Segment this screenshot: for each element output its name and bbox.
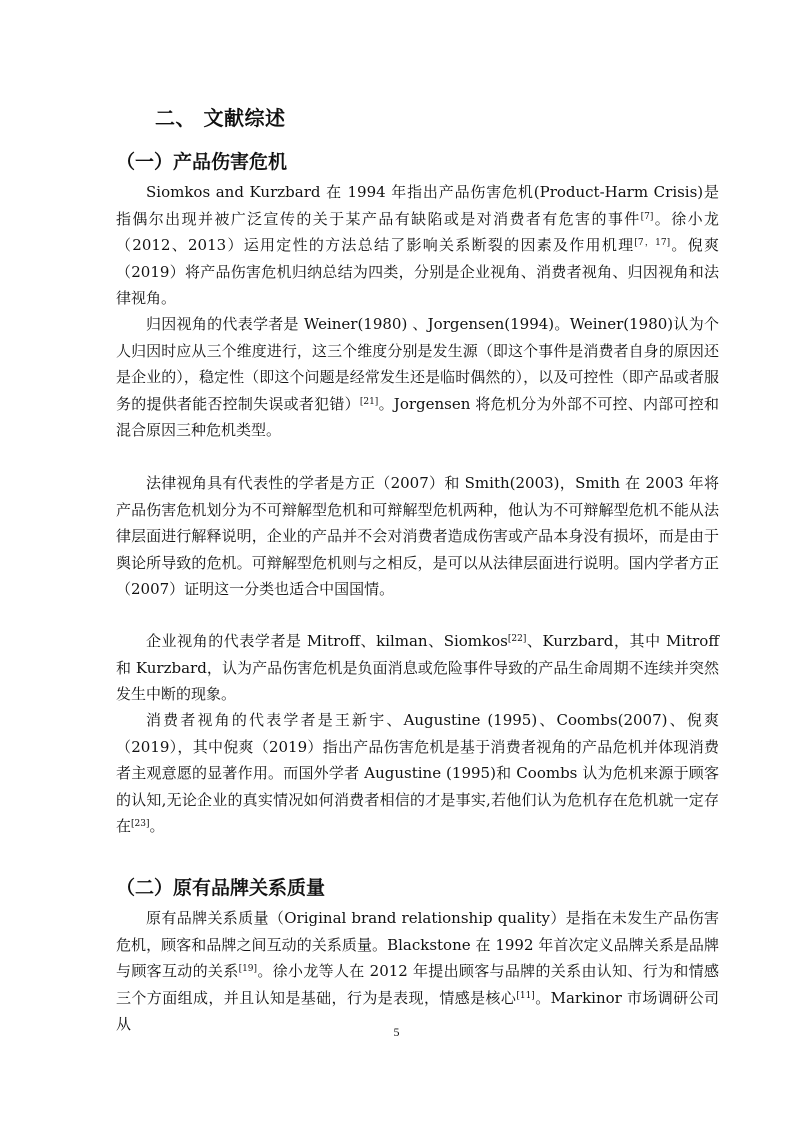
paragraph-consumer-view: 消费者视角的代表学者是王新宇、Augustine (1995)、Coombs(2007)、倪爽（2019），其中倪爽（2019）指出产品伤害危机是基于消费者视角的产品危机并体现消费者主观意愿的显著作用。而国外学者 Augustine (1995)和 Coombs 认为危机来源于顾客的认知,无论企业的真实情况如何消费者相信的才是事实,若他们认为危机存在危机就一定存在[23]。: [116, 711, 719, 835]
paragraph-legal-view: 法律视角具有代表性的学者是方正（2007）和 Smith(2003)，Smith 在 2003 年将产品伤害危机划分为不可辩解型危机和可辩解型危机两种，他认为不可辩解型危机不能从法律层面进行解释说明，企业的产品并不会对消费者造成伤害或产品本身没有损坏，而是由于舆论所导致的危机。可辩解型危机则与之相反，是可以从法律层面进行说明。国内学者方正（2007）证明这一分类也适合中国国情。: [116, 474, 719, 598]
citation: [19]: [238, 964, 258, 974]
paragraph-definition: Siomkos and Kurzbard 在 1994 年指出产品伤害危机(Product-Harm Crisis)是指偶尔出现并被广泛宣传的关于某产品有缺陷或是对消费者有危害的事件[7]。徐小龙（2012、2013）运用定性的方法总结了影响关系断裂的因素及作用机理[7，17]。倪爽（2019）将产品伤害危机归纳总结为四类，分别是企业视角、消费者视角、归因视角和法律视角。: [116, 183, 719, 307]
citation: [21]: [359, 396, 379, 407]
citation: [11]: [516, 990, 535, 1001]
subsection-title-brand-relationship: （二）原有品牌关系质量: [116, 877, 326, 899]
citation: [23]: [131, 819, 150, 829]
citation: [7]: [640, 211, 654, 222]
citation: [22]: [507, 634, 527, 644]
paragraph-enterprise-view: 企业视角的代表学者是 Mitroff、kilman、Siomkos[22]、Kurzbard，其中 Mitroff 和 Kurzbard，认为产品伤害危机是负面消息或危险事件导致的产品生命周期不连续并突然发生中断的现象。: [116, 632, 719, 703]
page-number: 5: [393, 1025, 400, 1039]
paragraph-attribution-view: 归因视角的代表学者是 Weiner(1980) 、Jorgensen(1994)。Weiner(1980)认为个人归因时应从三个维度进行，这三个维度分别是发生源（即这个事件是消费者自身的原因还是企业的），稳定性（即这个问题是经常发生还是临时偶然的），以及可控性（即产品或者服务的提供者能否控制失误或者犯错）[21]。Jorgensen 将危机分为外部不可控、内部可控和混合原因三种危机类型。: [116, 315, 719, 439]
section-title: 二、 文献综述: [155, 106, 286, 130]
citation: [7，17]: [634, 238, 671, 248]
paragraph-brand-relationship: 原有品牌关系质量（Original brand relationship quality）是指在未发生产品伤害危机，顾客和品牌之间互动的关系质量。Blackstone 在 1992 年首次定义品牌关系是品牌与顾客互动的关系[19]。徐小龙等人在 2012 年提出顾客与品牌的关系由认知、行为和情感三个方面组成，并且认知是基础，行为是表现，情感是核心[11]。Markinor 市场调研公司从: [116, 909, 719, 1033]
subsection-title-product-harm-crisis: （一）产品伤害危机: [116, 151, 288, 173]
